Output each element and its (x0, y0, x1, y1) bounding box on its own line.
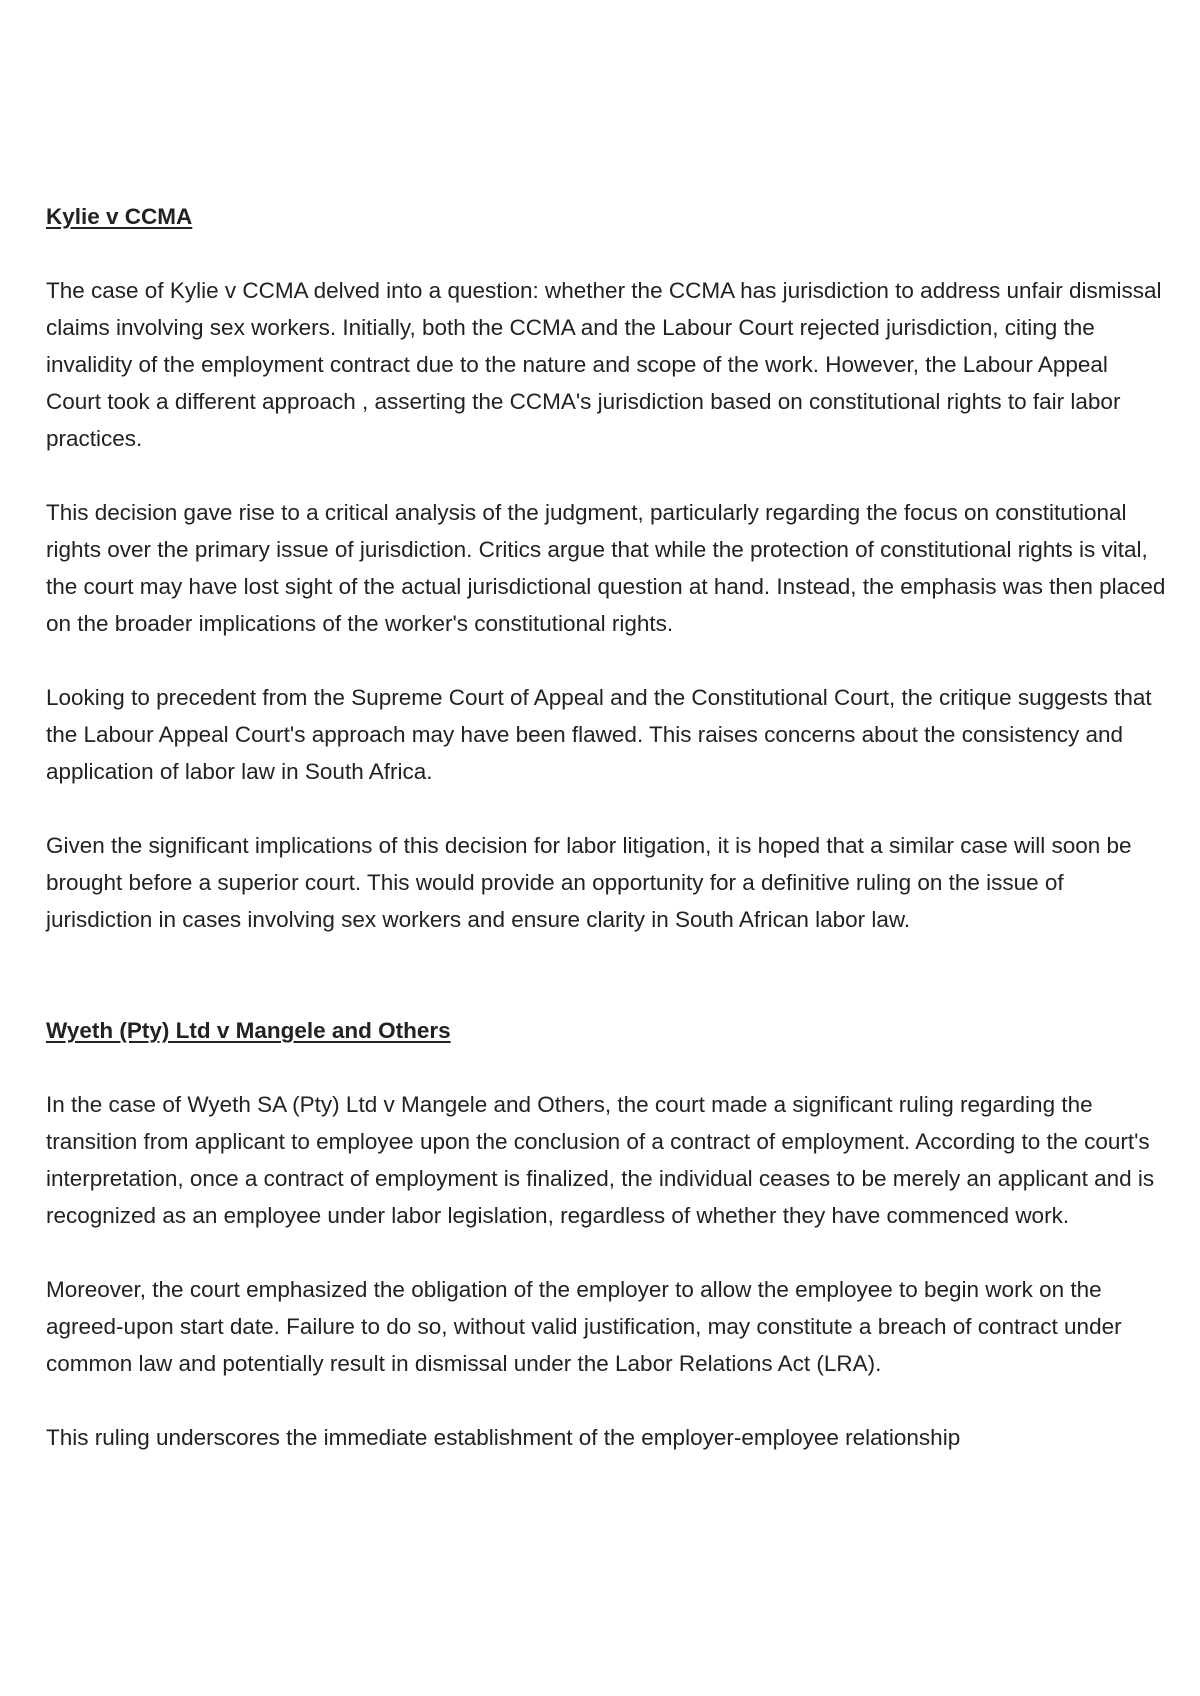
paragraph: This ruling underscores the immediate establishment of the employer-employee relationship (46, 1425, 961, 1450)
section-heading: Kylie v CCMA (46, 204, 193, 229)
paragraph: This decision gave rise to a critical analysis of the judgment, particularly regarding the focus on constitutional rights over the primary issue of jurisdiction. Critics argue that while the protection of constitutional rights is vital, the court may have lost sight of the actual jurisdictional question at hand. Instead, the emphasis was then placed on the broader implications of the worker's constitutional rights. (46, 500, 1166, 636)
section-wyeth (46, 1012, 1166, 1456)
section-heading: Wyeth (Pty) Ltd v Mangele and Others (46, 1018, 451, 1043)
section-kylie (46, 198, 1166, 938)
section-spacer (46, 975, 1166, 1012)
paragraph: Moreover, the court emphasized the obligation of the employer to allow the employee to begin work on the agreed-upon start date. Failure to do so, without valid justification, may constitute a breach of contract under common law and potentially result in dismissal under the Labor Relations Act (LRA). (46, 1277, 1122, 1376)
paragraph: Given the significant implications of this decision for labor litigation, it is hoped that a similar case will soon be brought before a superior court. This would provide an opportunity for a definitive ruling on the issue of jurisdiction in cases involving sex workers and ensure clarity in South African labor law. (46, 833, 1132, 932)
paragraph: In the case of Wyeth SA (Pty) Ltd v Mangele and Others, the court made a significant ruling regarding the transition from applicant to employee upon the conclusion of a contract of employment. According to the court's interpretation, once a contract of employment is finalized, the individual ceases to be merely an applicant and is recognized as an employee under labor legislation, regardless of whether they have commenced work. (46, 1092, 1155, 1228)
paragraph: Looking to precedent from the Supreme Court of Appeal and the Constitutional Court, the critique suggests that the Labour Appeal Court's approach may have been flawed. This raises concerns about the consistency and application of labor law in South Africa. (46, 685, 1152, 784)
paragraph: The case of Kylie v CCMA delved into a question: whether the CCMA has jurisdiction to address unfair dismissal claims involving sex workers. Initially, both the CCMA and the Labour Court rejected jurisdiction, citing the invalidity of the employment contract due to the nature and scope of the work. However, the Labour Appeal Court took a different approach , asserting the CCMA's jurisdiction based on constitutional rights to fair labor practices. (46, 278, 1162, 451)
document-page (46, 198, 1166, 1493)
